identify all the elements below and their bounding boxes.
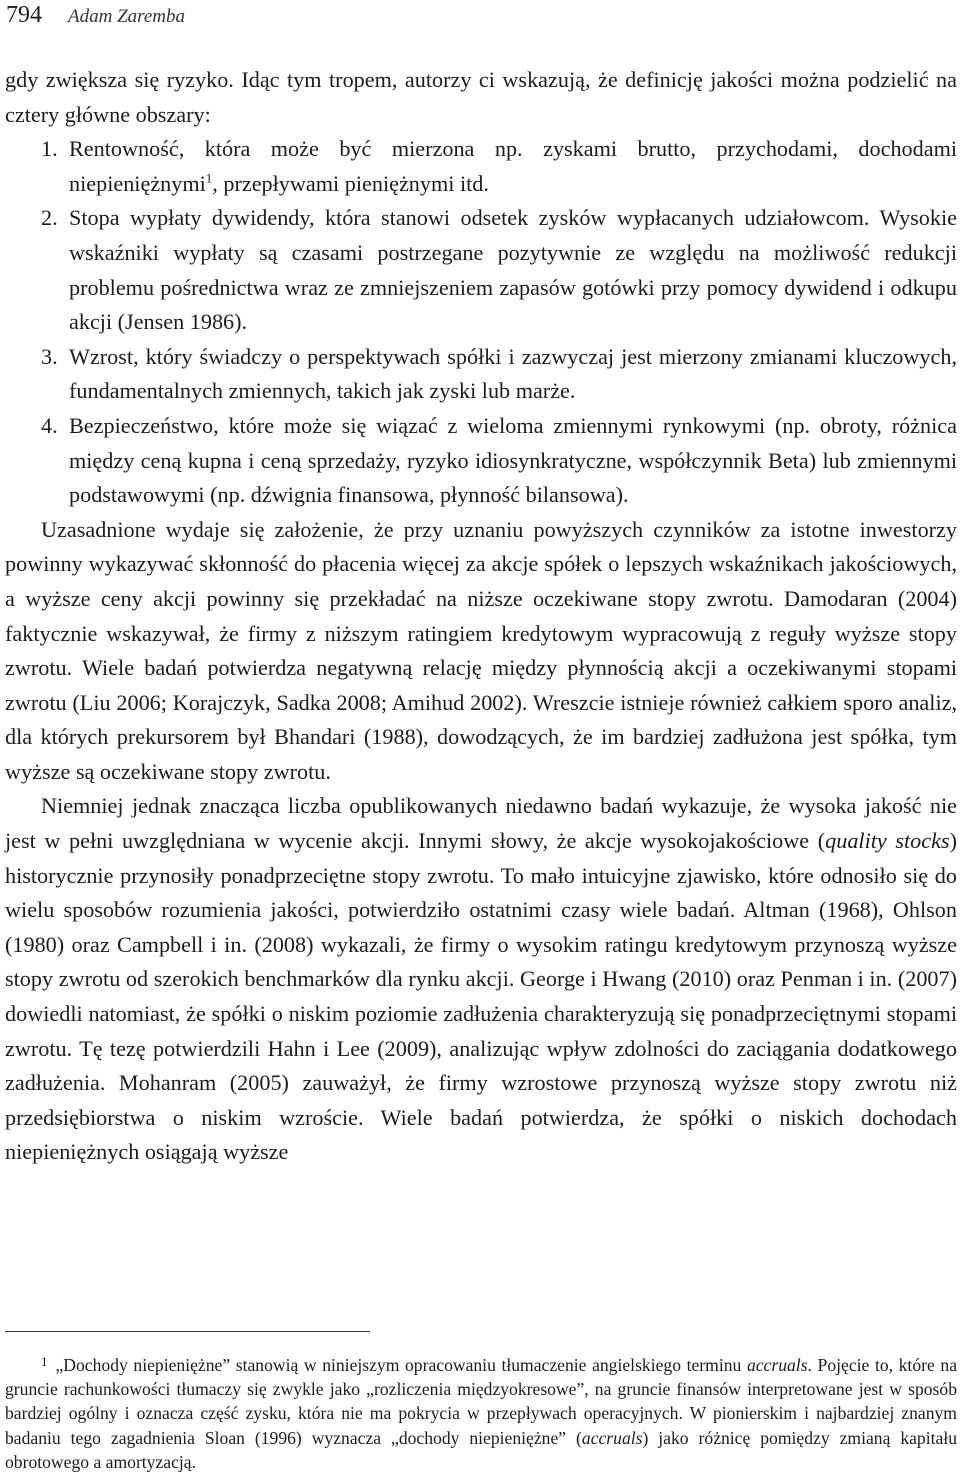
list-item bbox=[5, 201, 957, 339]
italic-term: accruals bbox=[581, 1427, 643, 1448]
list-item bbox=[5, 409, 957, 513]
body-text bbox=[5, 63, 957, 1170]
list-item-text: Stopa wypłaty dywidendy, która stanowi odsetek zysków wypłacanych udziałowcom. Wysokie wskaźniki wypłaty są czasami postrzegane pozytywnie ze względu na możliwość redukcji problemu pośrednictwa wraz ze zmniejszeniem zapasów gotówki przy pomocy dywidend i odkupu akcji (Jensen 1986). bbox=[69, 205, 957, 335]
italic-term: accruals bbox=[746, 1355, 808, 1375]
footnote-mark: 1 bbox=[41, 1354, 48, 1369]
list-item-text: Bezpieczeństwo, które może się wiązać z wieloma zmiennymi rynkowymi (np. obroty, różnica między ceną kupna i ceną sprzedaży, ryzyko idiosynkratyczne, współczynnik Beta) lub zmiennymi podstawowymi (np. dźwignia finansowa, płynność bilansowa). bbox=[69, 412, 957, 508]
body-paragraph: Uzasadnione wydaje się założenie, że przy uznaniu powyższych czynników za istotne inwestorzy powinny wykazywać skłonność do płacenia więcej za akcje spółek o lepszych wskaźnikach jakościowych, a wyższe ceny akcji powinny się przekładać na niższe oczekiwane stopy zwrotu. Damodaran (2004) faktycznie wskazywał, że firmy z niższym ratingiem kredytowym wypracowują z reguły wyższe stopy zwrotu. Wiele badań potwierdza negatywną relację między płynnością akcji a oczekiwanymi stopami zwrotu (Liu 2006; Korajczyk, Sadka 2008; Amihud 2002). Wreszcie istnieje również całkiem sporo analiz, dla których prekursorem był Bhandari (1988), dowodzących, że im bardziej zadłużona jest spółka, tym wyższe są oczekiwane stopy zwrotu. bbox=[5, 516, 957, 784]
running-head-author: Adam Zaremba bbox=[68, 6, 185, 27]
footnote-text-part: „Dochody niepieniężne” stanowią w niniejszym opracowaniu tłumaczenie angielskiego terminu bbox=[55, 1355, 747, 1375]
footnote-text-part: ) jako różnicę pomiędzy zmianą kapitału obrotowego a amortyzacją. bbox=[5, 1427, 958, 1472]
list-item-number: 3. bbox=[41, 343, 58, 369]
list-item-number: 1. bbox=[41, 136, 58, 162]
footnote bbox=[5, 1350, 957, 1474]
intro-paragraph: gdy zwiększa się ryzyko. Idąc tym tropem, autorzy ci wskazują, że definicję jakości można podzielić na cztery główne obszary: bbox=[5, 67, 957, 127]
quality-factors-list bbox=[5, 132, 957, 513]
list-item bbox=[5, 340, 957, 409]
page-number: 794 bbox=[6, 2, 42, 28]
italic-term: quality stocks bbox=[825, 828, 950, 854]
paragraph-text-continued: ) historycznie przynosiły ponadprzeciętne stopy zwrotu. To mało intuicyjne zjawisko, które odnosiło się do wielu sposobów rozumienia jakości, potwierdziło ostatnimi czasy wiele badań. Altman (1968), Ohlson (1980) oraz Campbell i in. (2008) wykazali, że firmy o wysokim ratingu kredytowym przynoszą wyższe stopy zwrotu od szerokich benchmarków dla rynku akcji. George i Hwang (2010) oraz Penman i in. (2007) dowiedli natomiast, że spółki o niskim poziomie zadłużenia charakteryzują się ponadprzeciętnymi stopami zwrotu. Tę tezę potwierdzili Hahn i Lee (2009), analizując wpływ zdolności do zaciągania dodatkowego zadłużenia. Mohanram (2005) zauważył, że firmy wzrostowe przynoszą wyższe stopy zwrotu niż przedsiębiorstwa o niskim wzroście. Wiele badań potwierdza, że spółki o niskich dochodach niepieniężnych osiągają wyższe bbox=[5, 828, 957, 1165]
list-item-text: Rentowność, która może być mierzona np. zyskami brutto, przychodami, dochodami niepieniężnymi bbox=[69, 136, 957, 196]
footnote-text bbox=[5, 1350, 957, 1474]
list-item-text-continued: , przepływami pieniężnymi itd. bbox=[212, 170, 489, 196]
list-item-number: 2. bbox=[41, 205, 58, 231]
footnote-text-part: . Pojęcie to, które na gruncie rachunkowości tłumaczy się zwykle jako „rozliczenia międzyokresowe”, na gruncie finansów interpretowane jest w sposób bardziej ogólny i oznacza część zysku, która nie ma pokrycia w przepływach operacyjnych. W pionierskim i najbardziej znanym badaniu tego zagadnienia Sloan (1996) wyznacza „dochody niepieniężne” ( bbox=[5, 1355, 958, 1448]
page-header bbox=[6, 2, 185, 29]
list-item bbox=[5, 132, 957, 201]
paragraph-text: Niemniej jednak znacząca liczba opublikowanych niedawno badań wykazuje, że wysoka jakość nie jest w pełni uwzględniana w wycenie akcji. Innymi słowy, że akcje wysokojakościowe ( bbox=[5, 793, 957, 854]
footnote-reference[interactable]: 1 bbox=[205, 170, 213, 186]
list-item-number: 4. bbox=[41, 412, 58, 438]
body-paragraph bbox=[5, 789, 957, 1170]
footnote-divider bbox=[5, 1331, 370, 1332]
list-item-text: Wzrost, który świadczy o perspektywach spółki i zazwyczaj jest mierzony zmianami kluczowych, fundamentalnych zmiennych, takich jak zyski lub marże. bbox=[69, 343, 957, 404]
